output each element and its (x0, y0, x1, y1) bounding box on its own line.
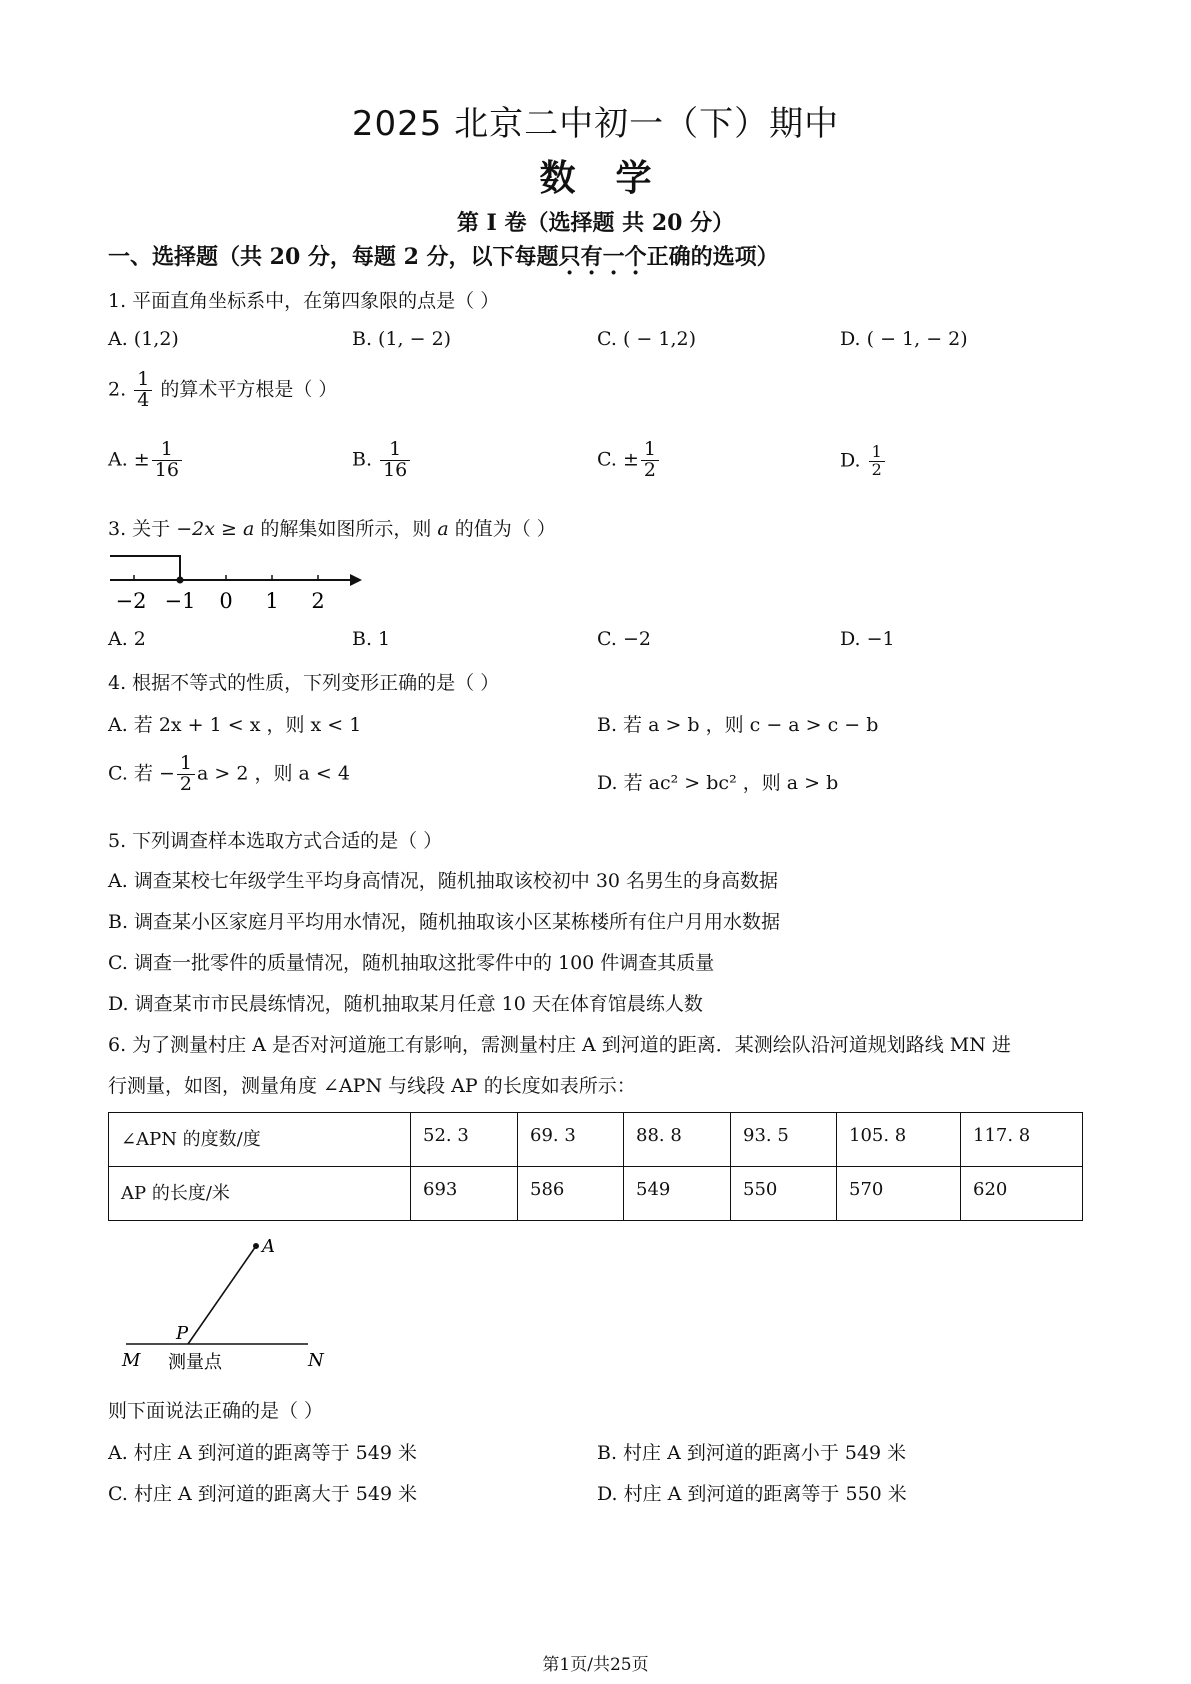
q2-fraction (134, 370, 152, 411)
tick-label: 0 (219, 589, 233, 613)
label-m: M (122, 1350, 141, 1371)
table-cell: 88. 8 (624, 1113, 731, 1167)
frac-num: 1 (869, 444, 885, 462)
q1-option-b: B. (1, − 2) (352, 328, 452, 350)
q4-option-b: B. 若 a > b ，则 c − a > c − b (597, 714, 879, 736)
frac-den: 2 (643, 458, 656, 481)
q6-question: 则下面说法正确的是（ ） (108, 1400, 324, 1422)
q2-d-fraction (869, 444, 885, 479)
q5-option-a: A. 调查某校七年级学生平均身高情况，随机抽取该校初中 30 名男生的身高数据 (108, 870, 779, 892)
q4-option-a: A. 若 2x + 1 < x ，则 x < 1 (108, 714, 362, 736)
frac-den: 2 (179, 772, 192, 795)
table-cell: 117. 8 (961, 1113, 1083, 1167)
emph-char: 有 (580, 244, 603, 270)
table-cell: 693 (411, 1167, 518, 1221)
frac-den: 16 (383, 458, 408, 481)
label-a: A (262, 1236, 275, 1257)
q2-option-c (597, 440, 661, 481)
section-prefix: 一、选择题（共 20 分，每题 2 分，以下每题 (108, 244, 559, 270)
table-row (109, 1113, 1083, 1167)
table-row (109, 1167, 1083, 1221)
q2-option-a (108, 440, 184, 481)
table-cell: 549 (624, 1167, 731, 1221)
page-footer: 第1页/共25页 (542, 1655, 649, 1675)
frac-num: 1 (380, 440, 410, 461)
q2-a-fraction (152, 440, 182, 481)
emph-char: 一 (602, 244, 625, 270)
q1-option-d: D. ( − 1, − 2) (840, 328, 968, 350)
q3-stem-b: 的解集如图所示，则 (260, 518, 432, 540)
emph-char: 只 (558, 244, 581, 270)
table-cell: 620 (961, 1167, 1083, 1221)
q1-stem: 1. 平面直角坐标系中，在第四象限的点是（ ） (108, 290, 500, 312)
frac-num: 1 (152, 440, 182, 461)
table-cell: 93. 5 (731, 1113, 837, 1167)
frac-den: 2 (871, 459, 882, 479)
q3-variable: a (437, 518, 449, 540)
tick-label: −2 (115, 589, 147, 613)
emph-char: 个 (624, 244, 647, 270)
q3-option-b: B. 1 (352, 628, 391, 650)
q4-option-d: D. 若 ac² > bc² ，则 a > b (597, 772, 839, 794)
subject-title: 数学 (539, 157, 692, 199)
volume-heading: 第 I 卷（选择题 共 20 分） (456, 210, 735, 236)
q5-option-c: C. 调查一批零件的质量情况，随机抽取这批零件中的 100 件调查其质量 (108, 952, 715, 974)
label-p: P (176, 1323, 189, 1344)
q6-line-2: 行测量，如图，测量角度 ∠APN 与线段 AP 的长度如表所示： (108, 1075, 636, 1097)
q5-stem: 5. 下列调查样本选取方式合适的是（ ） (108, 830, 443, 852)
tick-label: 1 (265, 589, 279, 613)
q2-frac-den: 4 (137, 388, 150, 411)
q6-option-c: C. 村庄 A 到河道的距离大于 549 米 (108, 1483, 418, 1505)
table-cell: 550 (731, 1167, 837, 1221)
solution-endpoint (177, 577, 184, 584)
label-n: N (308, 1350, 324, 1371)
q2-suffix: 的算术平方根是（ ） (160, 378, 338, 401)
q2-option-b (352, 440, 412, 481)
table-cell: 105. 8 (837, 1113, 961, 1167)
q3-stem (108, 514, 556, 541)
table-cell: 570 (837, 1167, 961, 1221)
q6-option-a: A. 村庄 A 到河道的距离等于 549 米 (108, 1442, 417, 1464)
caption-measure-point: 测量点 (168, 1352, 222, 1372)
q3-number-line (104, 548, 364, 614)
section-suffix: 正确的选项） (646, 244, 779, 270)
q2-option-d (840, 444, 887, 479)
q6-geometry-figure (108, 1232, 348, 1372)
q2-c-fraction (641, 440, 659, 481)
q3-option-d: D. −1 (840, 628, 895, 650)
q5-option-b: B. 调查某小区家庭月平均用水情况，随机抽取该小区某栋楼所有住户月用水数据 (108, 911, 781, 933)
q4-c-fraction (177, 754, 195, 795)
segment-ap (188, 1246, 256, 1344)
q4-c-pre: C. 若 − (108, 762, 175, 785)
q6-line-1: 6. 为了测量村庄 A 是否对河道施工有影响，需测量村庄 A 到河道的距离．某测绘队沿河道规划路线 MN 进 (108, 1034, 1011, 1056)
point-a (253, 1243, 259, 1249)
q2-number: 2. (108, 378, 127, 401)
q2-b-fraction (380, 440, 410, 481)
q4-option-c (108, 754, 350, 795)
solution-bracket (110, 556, 180, 580)
q3-option-a: A. 2 (108, 628, 146, 650)
table-cell: 69. 3 (518, 1113, 624, 1167)
q3-stem-c: 的值为（ ） (454, 518, 556, 540)
section-heading (108, 240, 779, 271)
q3-stem-a: 3. 关于 (108, 518, 171, 540)
table-head-cell: ∠APN 的度数/度 (109, 1113, 411, 1167)
table-cell: 586 (518, 1167, 624, 1221)
q3-option-c: C. −2 (597, 628, 651, 650)
q2-stem (108, 370, 337, 411)
q5-option-d: D. 调查某市市民晨练情况，随机抽取某月任意 10 天在体育馆晨练人数 (108, 993, 703, 1015)
axis-arrow (350, 574, 362, 586)
page-title: 2025 北京二中初一（下）期中 (351, 104, 840, 144)
q2-a-label: A. ± (108, 448, 150, 471)
frac-num: 1 (641, 440, 659, 461)
q2-b-label: B. (352, 448, 373, 471)
table-cell: 52. 3 (411, 1113, 518, 1167)
q6-data-table (108, 1112, 1083, 1221)
q2-d-label: D. (840, 449, 861, 472)
q4-c-post: a > 2 ，则 a < 4 (197, 762, 350, 785)
q2-c-label: C. ± (597, 448, 639, 471)
q1-option-c: C. ( − 1,2) (597, 328, 696, 350)
frac-num: 1 (177, 754, 195, 775)
tick-label: 2 (311, 589, 325, 613)
q6-option-d: D. 村庄 A 到河道的距离等于 550 米 (597, 1483, 907, 1505)
frac-den: 16 (154, 458, 179, 481)
table-head-cell: AP 的长度/米 (109, 1167, 411, 1221)
q2-frac-num: 1 (134, 370, 152, 391)
q6-option-b: B. 村庄 A 到河道的距离小于 549 米 (597, 1442, 907, 1464)
q4-stem: 4. 根据不等式的性质，下列变形正确的是（ ） (108, 672, 500, 694)
q1-option-a: A. (1,2) (108, 328, 179, 350)
tick-label: −1 (164, 589, 196, 613)
q3-inequality: −2x ≥ a (176, 518, 255, 540)
